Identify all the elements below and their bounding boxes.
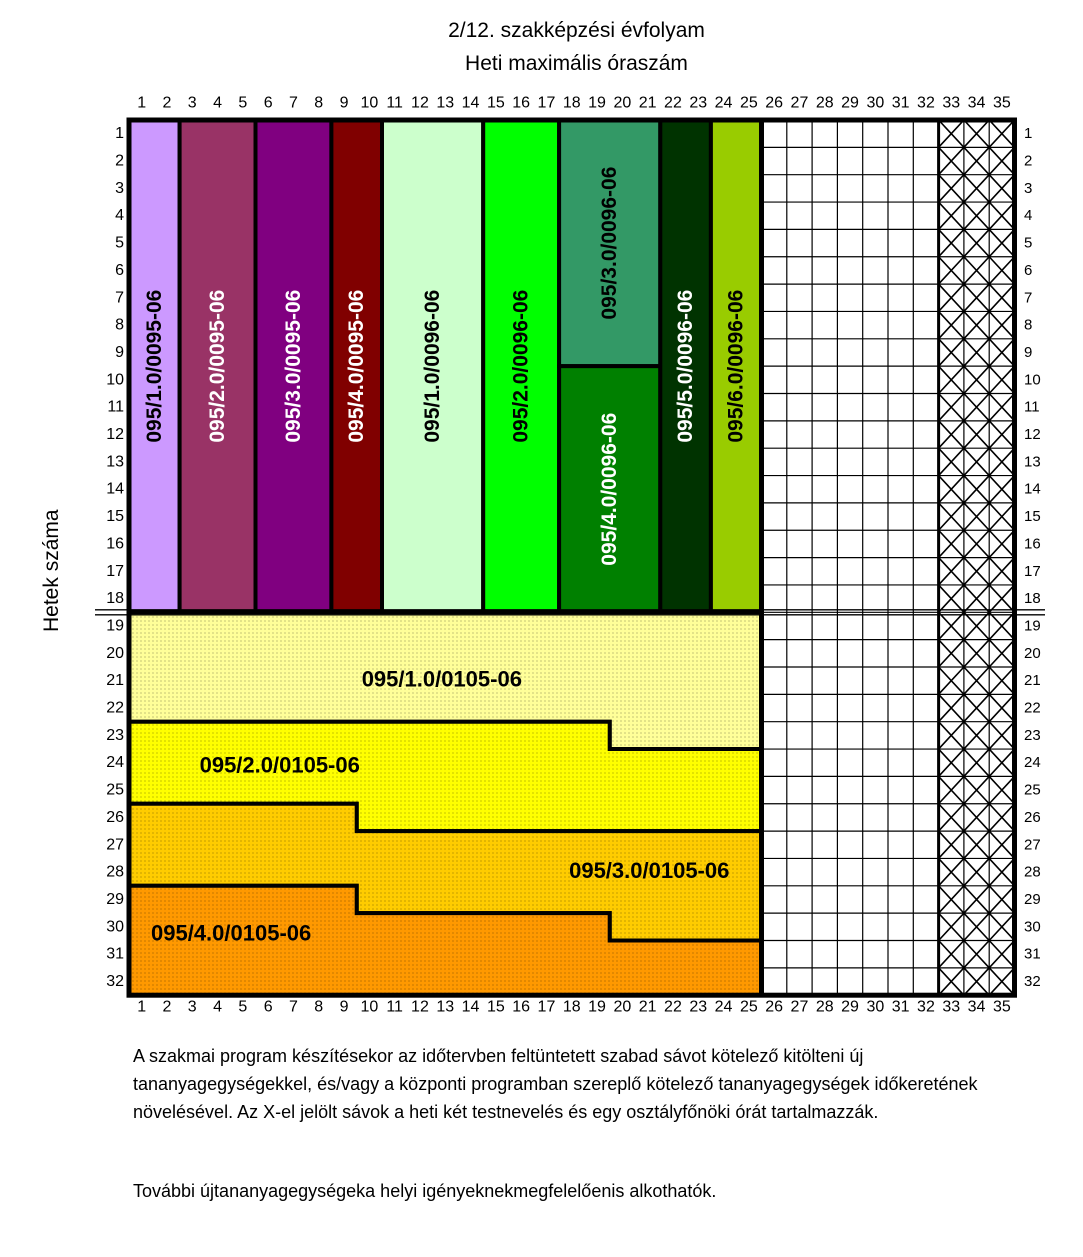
- week-number-left: 29: [106, 890, 124, 908]
- column-number-top: 5: [238, 94, 248, 112]
- column-number-top: 16: [512, 94, 531, 112]
- column-number-top: 29: [841, 94, 859, 112]
- column-number-top: 32: [917, 94, 935, 112]
- vertical-block-label: 095/4.0/0095-06: [345, 289, 369, 443]
- week-number-left: 27: [106, 836, 124, 854]
- week-number-left: 21: [106, 672, 124, 690]
- week-number-right: 25: [1024, 781, 1041, 799]
- column-number-bottom: 20: [613, 998, 632, 1016]
- week-number-right: 21: [1024, 672, 1041, 690]
- week-number-right: 12: [1024, 426, 1041, 444]
- week-number-right: 28: [1024, 863, 1041, 881]
- column-number-bottom: 7: [288, 998, 298, 1016]
- week-number-left: 26: [106, 808, 124, 826]
- week-number-right: 30: [1024, 918, 1041, 936]
- week-number-left: 25: [106, 781, 124, 799]
- week-number-left: 31: [106, 945, 124, 963]
- week-number-right: 22: [1024, 699, 1041, 717]
- column-number-top: 4: [213, 94, 223, 112]
- week-number-right: 18: [1024, 590, 1041, 608]
- vertical-block-label: 095/2.0/0095-06: [206, 289, 230, 443]
- vertical-block-label: 095/3.0/0095-06: [281, 289, 305, 443]
- column-number-bottom: 22: [664, 998, 682, 1016]
- week-number-left: 1: [115, 125, 124, 143]
- week-number-left: 7: [115, 289, 124, 307]
- horizontal-block-label: 095/4.0/0105-06: [151, 920, 312, 946]
- vertical-block-label: 095/3.0/0096-06: [598, 166, 622, 320]
- week-number-right: 9: [1024, 343, 1033, 361]
- y-axis-label: Hetek száma: [40, 509, 63, 632]
- week-number-right: 1: [1024, 125, 1033, 143]
- week-number-right: 32: [1024, 973, 1041, 991]
- column-number-top: 23: [689, 94, 708, 112]
- column-number-top: 24: [714, 94, 733, 112]
- week-number-right: 24: [1024, 754, 1041, 772]
- column-number-bottom: 13: [436, 998, 455, 1016]
- week-number-right: 13: [1024, 453, 1041, 471]
- column-number-top: 19: [588, 94, 606, 112]
- column-number-bottom: 11: [386, 998, 403, 1016]
- column-number-top: 1: [137, 94, 147, 112]
- column-number-bottom: 35: [992, 998, 1011, 1016]
- column-number-bottom: 26: [765, 998, 784, 1016]
- column-number-top: 17: [537, 94, 556, 112]
- column-number-bottom: 5: [238, 998, 248, 1016]
- horizontal-block-label: 095/2.0/0105-06: [199, 752, 360, 778]
- horizontal-block-label: 095/3.0/0105-06: [569, 857, 730, 883]
- column-number-top: 9: [339, 94, 349, 112]
- column-number-bottom: 25: [739, 998, 758, 1016]
- column-number-bottom: 30: [866, 998, 885, 1016]
- column-number-bottom: 31: [891, 998, 910, 1016]
- week-number-left: 8: [115, 316, 124, 334]
- column-number-bottom: 1: [137, 998, 147, 1016]
- column-number-top: 14: [461, 94, 480, 112]
- column-number-top: 3: [187, 94, 197, 112]
- week-number-left: 13: [106, 453, 124, 471]
- week-number-right: 10: [1024, 371, 1041, 389]
- week-number-left: 23: [106, 726, 124, 744]
- column-number-top: 21: [638, 94, 657, 112]
- week-number-right: 5: [1024, 234, 1033, 252]
- week-number-right: 2: [1024, 152, 1033, 170]
- column-number-bottom: 3: [187, 998, 197, 1016]
- week-number-left: 30: [106, 918, 124, 936]
- column-number-bottom: 33: [942, 998, 961, 1016]
- column-number-bottom: 28: [815, 998, 834, 1016]
- week-number-right: 7: [1024, 289, 1033, 307]
- column-number-bottom: 23: [689, 998, 708, 1016]
- week-number-left: 28: [106, 863, 124, 881]
- column-number-bottom: 34: [967, 998, 986, 1016]
- week-number-left: 14: [106, 480, 124, 498]
- week-number-left: 17: [106, 562, 124, 580]
- column-number-top: 33: [942, 94, 961, 112]
- week-number-left: 4: [115, 207, 124, 225]
- column-number-top: 31: [891, 94, 910, 112]
- vertical-block-label: 095/2.0/0096-06: [509, 289, 533, 443]
- column-number-bottom: 32: [917, 998, 935, 1016]
- week-number-left: 11: [107, 398, 124, 416]
- vertical-block-label: 095/4.0/0096-06: [598, 412, 622, 566]
- week-number-left: 9: [115, 343, 124, 361]
- week-number-right: 23: [1024, 726, 1041, 744]
- week-number-right: 27: [1024, 836, 1041, 854]
- note-paragraph-1: A szakmai program készítésekor az időtervben feltüntetett szabad sávot kötelező kitölteni új tananyagegységekkel, és/vagy a központi programban szereplő kötelező tananyagegységek időkeretének növelésével. Az X-el jelölt sávok a heti két testnevelés és egy osztályfőnöki órát tartalmazzák.: [133, 1046, 978, 1122]
- column-number-top: 18: [562, 94, 581, 112]
- week-number-left: 22: [106, 699, 124, 717]
- chart-title-line2: Heti maximális óraszám: [465, 52, 688, 75]
- column-number-bottom: 21: [638, 998, 657, 1016]
- week-number-right: 26: [1024, 808, 1041, 826]
- week-number-right: 14: [1024, 480, 1041, 498]
- column-number-top: 13: [436, 94, 455, 112]
- column-number-top: 30: [866, 94, 885, 112]
- column-number-top: 11: [386, 94, 403, 112]
- column-number-bottom: 18: [562, 998, 581, 1016]
- column-number-bottom: 9: [339, 998, 349, 1016]
- week-number-right: 4: [1024, 207, 1033, 225]
- note-paragraph-2: További újtananyagegységeka helyi igényeknekmegfelelőenis alkothatók.: [133, 1181, 717, 1201]
- column-number-top: 35: [992, 94, 1011, 112]
- week-number-right: 6: [1024, 261, 1033, 279]
- week-number-left: 19: [106, 617, 124, 635]
- week-number-right: 3: [1024, 179, 1033, 197]
- column-number-top: 22: [664, 94, 682, 112]
- column-number-top: 34: [967, 94, 986, 112]
- column-number-top: 12: [411, 94, 429, 112]
- column-number-bottom: 4: [213, 998, 223, 1016]
- column-number-bottom: 10: [360, 998, 379, 1016]
- column-number-top: 26: [765, 94, 784, 112]
- column-number-top: 8: [314, 94, 324, 112]
- week-number-right: 8: [1024, 316, 1033, 334]
- column-number-bottom: 15: [486, 998, 505, 1016]
- column-number-top: 2: [162, 94, 172, 112]
- column-number-bottom: 17: [537, 998, 556, 1016]
- week-number-left: 12: [106, 426, 124, 444]
- week-number-right: 31: [1024, 945, 1041, 963]
- column-number-top: 6: [263, 94, 273, 112]
- column-number-bottom: 24: [714, 998, 733, 1016]
- column-number-bottom: 6: [263, 998, 273, 1016]
- week-number-left: 2: [115, 152, 124, 170]
- week-number-left: 10: [106, 371, 124, 389]
- week-number-right: 17: [1024, 562, 1041, 580]
- week-number-left: 16: [106, 535, 124, 553]
- column-number-top: 10: [360, 94, 379, 112]
- chart-title-line1: 2/12. szakképzési évfolyam: [448, 19, 705, 42]
- column-number-bottom: 19: [588, 998, 606, 1016]
- week-number-left: 18: [106, 590, 124, 608]
- vertical-block-label: 095/6.0/0096-06: [724, 289, 748, 443]
- week-number-left: 24: [106, 754, 124, 772]
- column-number-bottom: 2: [162, 998, 172, 1016]
- week-number-left: 15: [106, 508, 124, 526]
- column-number-top: 27: [790, 94, 809, 112]
- week-number-left: 6: [115, 261, 124, 279]
- column-number-bottom: 27: [790, 998, 809, 1016]
- column-number-bottom: 12: [411, 998, 429, 1016]
- week-number-left: 5: [115, 234, 124, 252]
- vertical-block-label: 095/1.0/0096-06: [421, 289, 445, 443]
- week-number-right: 20: [1024, 644, 1041, 662]
- week-number-left: 32: [106, 973, 124, 991]
- horizontal-block-label: 095/1.0/0105-06: [361, 666, 522, 692]
- column-number-bottom: 8: [314, 998, 324, 1016]
- column-number-top: 20: [613, 94, 632, 112]
- vertical-block-label: 095/1.0/0095-06: [142, 289, 166, 443]
- week-number-right: 29: [1024, 890, 1041, 908]
- vertical-block-label: 095/5.0/0096-06: [674, 289, 698, 443]
- column-number-top: 25: [739, 94, 758, 112]
- week-number-right: 19: [1024, 617, 1041, 635]
- column-number-top: 28: [815, 94, 834, 112]
- week-number-left: 20: [106, 644, 124, 662]
- week-number-left: 3: [115, 179, 124, 197]
- column-number-top: 15: [486, 94, 505, 112]
- week-number-right: 11: [1024, 398, 1040, 416]
- column-number-bottom: 16: [512, 998, 531, 1016]
- column-number-bottom: 29: [841, 998, 859, 1016]
- column-number-top: 7: [288, 94, 298, 112]
- week-number-right: 15: [1024, 508, 1041, 526]
- column-number-bottom: 14: [461, 998, 480, 1016]
- week-number-right: 16: [1024, 535, 1041, 553]
